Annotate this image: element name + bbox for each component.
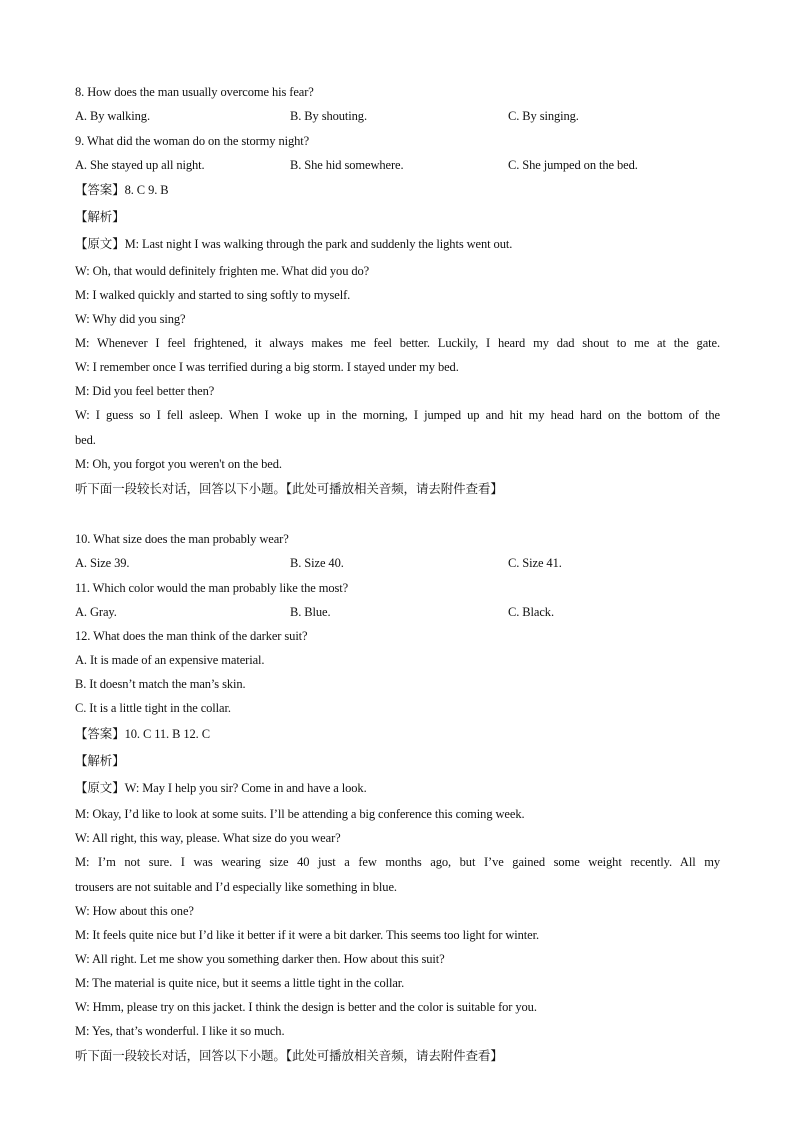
transcript-1-line-4: M: Whenever I feel frightened, it always makes me feel better. Luckily, I heard my dad shout to me at the gate. xyxy=(75,336,720,350)
listen-prompt-2: 听下面一段较长对话，回答以下小题。【此处可播放相关音频，请去附件查看】 xyxy=(75,1048,503,1063)
transcript-2-line-9: W: Hmm, please try on this jacket. I think the design is better and the color is suitable for you. xyxy=(75,1000,537,1014)
transcript-1-line-7: W: I guess so I fell asleep. When I woke up in the morning, I jumped up and hit my head hard on the bottom of the xyxy=(75,408,720,422)
transcript-1-line-9: M: Oh, you forgot you weren't on the bed. xyxy=(75,457,282,471)
transcript-2-line-6: M: It feels quite nice but I’d like it better if it were a bit darker. This seems too light for winter. xyxy=(75,928,539,942)
q10-option-a: A. Size 39. xyxy=(75,556,130,570)
question-12: 12. What does the man think of the darker suit? xyxy=(75,629,308,643)
q10-option-b: B. Size 40. xyxy=(290,556,344,570)
answer-text: 10. C 11. B 12. C xyxy=(124,727,210,741)
q8-option-c: C. By singing. xyxy=(508,109,579,123)
question-10: 10. What size does the man probably wear? xyxy=(75,532,289,546)
transcript-text: M: Last night I was walking through the park and suddenly the lights went out. xyxy=(124,237,513,251)
transcript-1-line-8: bed. xyxy=(75,433,96,447)
transcript-1-line-1: W: Oh, that would definitely frighten me. What did you do? xyxy=(75,264,370,278)
answer-text: 8. C 9. B xyxy=(124,183,169,197)
transcript-2-line-2: W: All right, this way, please. What size do you wear? xyxy=(75,831,341,845)
question-8: 8. How does the man usually overcome his fear? xyxy=(75,85,314,99)
analysis-tag: 【解析】 xyxy=(75,209,125,224)
answer-line-2 xyxy=(75,726,210,742)
transcript-2-line-5: W: How about this one? xyxy=(75,904,194,918)
source-tag: 【原文】 xyxy=(75,780,125,795)
transcript-text: W: May I help you sir? Come in and have a look. xyxy=(124,781,367,795)
q8-option-b: B. By shouting. xyxy=(290,109,367,123)
transcript-1-line-5: W: I remember once I was terrified during a big storm. I stayed under my bed. xyxy=(75,360,459,374)
transcript-2-line-0 xyxy=(75,780,367,796)
transcript-1-line-2: M: I walked quickly and started to sing softly to myself. xyxy=(75,288,351,302)
q10-option-c: C. Size 41. xyxy=(508,556,562,570)
q12-option-a: A. It is made of an expensive material. xyxy=(75,653,265,667)
analysis-tag: 【解析】 xyxy=(75,753,125,768)
transcript-2-line-10: M: Yes, that’s wonderful. I like it so much. xyxy=(75,1024,285,1038)
transcript-2-line-8: M: The material is quite nice, but it seems a little tight in the collar. xyxy=(75,976,405,990)
answer-tag: 【答案】 xyxy=(75,726,125,741)
transcript-1-line-0 xyxy=(75,236,512,252)
transcript-1-line-6: M: Did you feel better then? xyxy=(75,384,215,398)
question-9: 9. What did the woman do on the stormy night? xyxy=(75,134,310,148)
question-11: 11. Which color would the man probably like the most? xyxy=(75,581,349,595)
q11-option-c: C. Black. xyxy=(508,605,554,619)
q12-option-b: B. It doesn’t match the man’s skin. xyxy=(75,677,246,691)
transcript-2-line-4: trousers are not suitable and I’d especially like something in blue. xyxy=(75,880,397,894)
q11-option-b: B. Blue. xyxy=(290,605,331,619)
transcript-2-line-7: W: All right. Let me show you something darker then. How about this suit? xyxy=(75,952,445,966)
source-tag: 【原文】 xyxy=(75,236,125,251)
q9-option-a: A. She stayed up all night. xyxy=(75,158,205,172)
q9-option-b: B. She hid somewhere. xyxy=(290,158,404,172)
q8-option-a: A. By walking. xyxy=(75,109,150,123)
transcript-2-line-3: M: I’m not sure. I was wearing size 40 just a few months ago, but I’ve gained some weight recently. All my xyxy=(75,855,720,869)
q9-option-c: C. She jumped on the bed. xyxy=(508,158,638,172)
answer-line-1 xyxy=(75,182,169,198)
transcript-1-line-3: W: Why did you sing? xyxy=(75,312,186,326)
listen-prompt-1: 听下面一段较长对话，回答以下小题。【此处可播放相关音频，请去附件查看】 xyxy=(75,481,503,496)
q12-option-c: C. It is a little tight in the collar. xyxy=(75,701,231,715)
answer-tag: 【答案】 xyxy=(75,182,125,197)
q11-option-a: A. Gray. xyxy=(75,605,117,619)
transcript-2-line-1: M: Okay, I’d like to look at some suits. I’ll be attending a big conference this coming week. xyxy=(75,807,525,821)
